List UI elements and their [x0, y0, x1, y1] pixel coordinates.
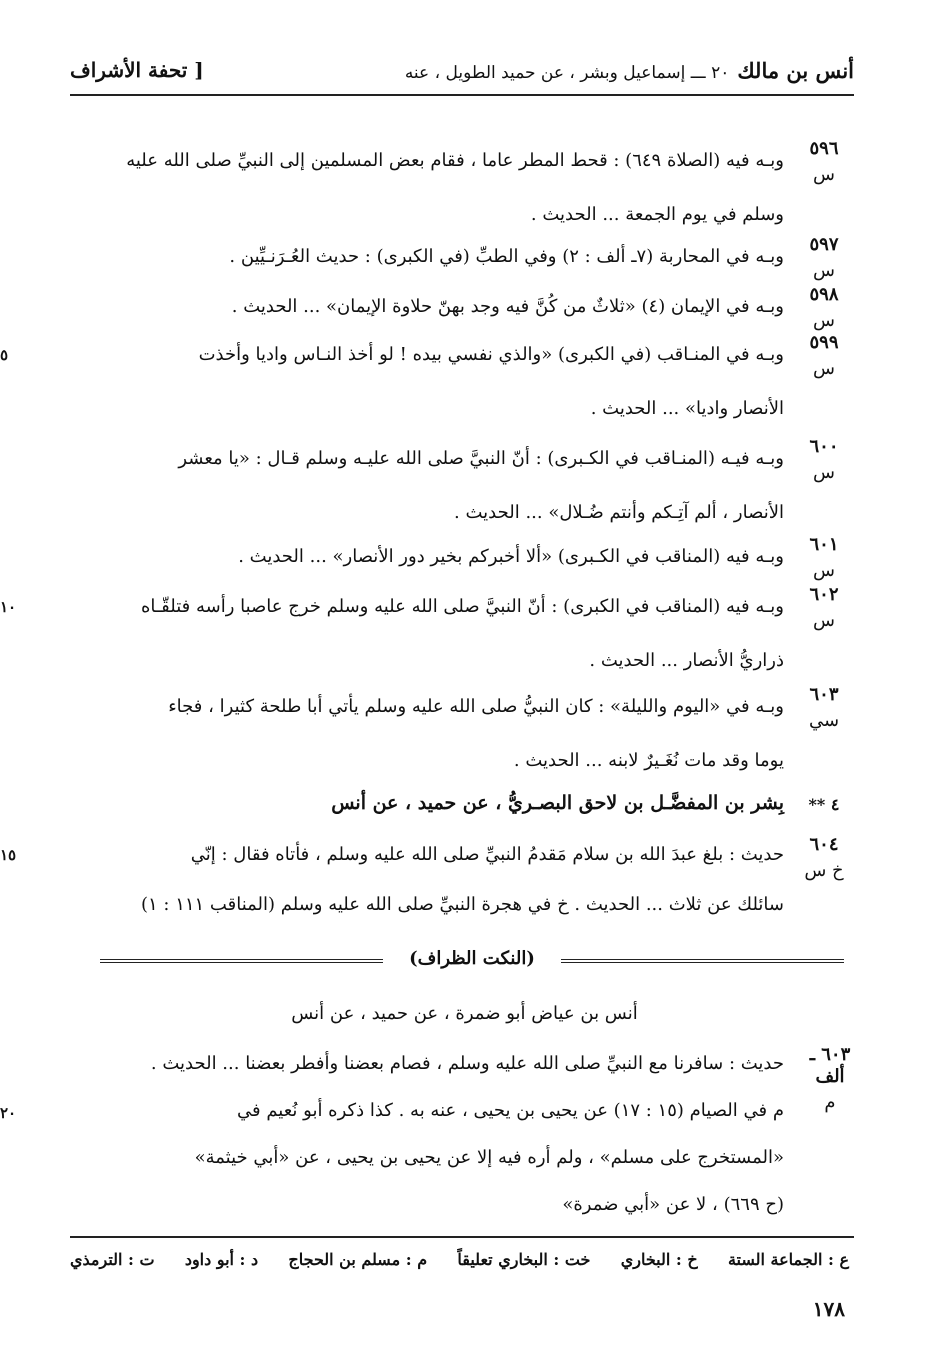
entry-text: [65, 134, 794, 242]
entry-line: وبـه فيـه (المنـاقب في الكـبرى) : أنّ النبيَّ صلى الله عليـه وسلم قـال : «يا معشر: [178, 448, 784, 469]
entry-number: ٦٠٢ س: [809, 584, 839, 631]
nukat-entry-603a: [65, 1040, 854, 1228]
entry-line: (ح ٦٦٩) ، لا عن «أبي ضمرة»: [562, 1194, 784, 1215]
header-right: [405, 58, 854, 83]
entry-number: ٦٠٤ خ س: [804, 834, 844, 881]
page-number: ١٧٨: [812, 1297, 845, 1321]
section-number: ٤ **: [808, 795, 840, 814]
abbreviation: م : مسلم بن الحجاج: [288, 1250, 428, 1269]
margin-line-number: ١٥: [0, 846, 17, 864]
entry-line: وبـه فيه (المناقب في الكـبرى) «ألا أخبركم بخير دور الأنصار» ... الحديث .: [238, 546, 784, 567]
header-narrator: أنس بن مالك: [737, 57, 854, 83]
entry-number: ٦٠١ س: [809, 534, 839, 581]
entry-text: [65, 432, 794, 540]
entry-line: وبـه في المنـاقب (في الكبرى) «والذي نفسي بيده ! لو أخذ النـاس واديا وأخذت: [198, 344, 784, 365]
entry-number: ٥٩٧ س: [809, 234, 839, 281]
abbreviation: ع : الجماعة الستة: [727, 1250, 849, 1269]
entry-text: [65, 530, 794, 584]
section-title: بِشر بن المفضَّـل بن لاحق البصـريُّ ، عن حميد ، عن أنس: [331, 792, 784, 814]
hadith-entry-601: [65, 530, 854, 584]
entry-line: الأنصار واديا» ... الحديث .: [590, 398, 784, 419]
header-rule: [70, 94, 854, 96]
hadith-entry-598: [65, 280, 854, 334]
hadith-entry-599: [65, 328, 854, 436]
entry-line: يوما وقد مات نُغَـيرٌ لابنه ... الحديث .: [513, 750, 784, 771]
entry-line: الأنصار ، ألم آتِـكم وأنتم ضُـلال» ... الحديث .: [454, 502, 784, 523]
entry-line: «المستخرج على مسلم» ، ولم أره فيه إلا عن يحيى بن يحيى ، عن «أبي خيثمة»: [194, 1147, 784, 1168]
nukat-title: (النكت الظراف): [409, 948, 535, 969]
abbreviation: خت : البخاري تعليقاً: [457, 1250, 591, 1269]
hadith-entry-602: [65, 580, 854, 688]
hadith-entry-597: [65, 230, 854, 284]
abbreviation: خ : البخاري: [620, 1250, 698, 1269]
entry-line: وسلم في يوم الجمعة ... الحديث .: [530, 204, 784, 225]
entry-line: وبـه فيه (الصلاة ٦٤٩) : قحط المطر عاما ، فقام بعض المسلمين إلى النبيِّ صلى الله عليه: [126, 150, 784, 171]
entry-number: ٥٩٦ س: [809, 138, 839, 185]
section-heading: [65, 790, 854, 816]
footer-rule: [70, 1236, 854, 1238]
entry-number: ٦٠٠ س: [809, 436, 839, 483]
abbreviation: ت : الترمذي: [70, 1250, 155, 1269]
entry-text: [65, 830, 794, 930]
hadith-entry-603: [65, 680, 854, 788]
entry-text: [65, 230, 794, 284]
margin-line-number: ١٠: [0, 598, 17, 616]
header-chain: ٢٠ ـــ إسماعيل وبشر ، عن حميد الطويل ، عنه: [404, 62, 730, 83]
entry-line: سائلك عن ثلاث ... الحديث . خ في هجرة النبيِّ صلى الله عليه وسلم (المناقب ١١١ : ١): [140, 894, 784, 915]
entry-line: م في الصيام (١٥ : ١٧) عن يحيى بن يحيى ، عنه به . كذا ذكره أبو نُعيم في: [237, 1100, 784, 1121]
margin-line-number: ٢٠: [0, 1104, 17, 1122]
entry-number: ٦٠٣ ـ ألف م: [809, 1044, 851, 1113]
entry-text: [65, 328, 794, 436]
abbreviation-key: [70, 1250, 849, 1269]
entry-text: [65, 580, 794, 688]
entry-line: وبـه في الإيمان (٤) «ثلاثٌ من كُنَّ فيه وجد بهنّ حلاوة الإيمان» ... الحديث .: [231, 296, 784, 317]
hadith-entry-604: [65, 830, 854, 930]
entry-line: وبـه في «اليوم والليلة» : كان النبيُّ صلى الله عليه وسلم يأتي أبا طلحة كثيرا ، فجاء: [168, 696, 784, 717]
nukat-divider: [100, 950, 844, 972]
running-header: [70, 50, 854, 90]
entry-text: [65, 1040, 794, 1228]
entry-line: ذراريُّ الأنصار ... الحديث .: [589, 650, 784, 671]
entry-text: [65, 280, 794, 334]
entry-text: [65, 680, 794, 788]
entry-line: وبـه في المحاربة (٧ـ ألف : ٢) وفي الطبِّ (في الكبرى) : حديث العُـرَنـيِّين .: [229, 246, 784, 267]
header-book-title: [ تحفة الأشراف: [70, 58, 204, 82]
nukat-subheading: أنس بن عياض أبو ضمرة ، عن حميد ، عن أنس: [291, 1003, 638, 1024]
entry-line: حديث : سافرنا مع النبيِّ صلى الله عليه وسلم ، فصام بعضنا وأفطر بعضنا ... الحديث .: [150, 1053, 784, 1074]
margin-line-number: ٥: [0, 346, 9, 364]
entry-line: وبـه فيه (المناقب في الكبرى) : أنّ النبيَّ صلى الله عليه وسلم خرج عاصبا رأسه فتلقّـاه: [140, 596, 784, 617]
hadith-entry-596: [65, 134, 854, 242]
hadith-entry-600: [65, 432, 854, 540]
abbreviation: د : أبو داود: [184, 1250, 259, 1269]
entry-number: ٦٠٣ سي: [808, 684, 840, 731]
entry-number: ٥٩٨ س: [809, 284, 839, 331]
entry-number: ٥٩٩ س: [809, 332, 839, 379]
entry-line: حديث : بلغ عبدَ الله بن سلام مَقدمُ النبيِّ صلى الله عليه وسلم ، فأتاه فقال : إنّي: [190, 844, 784, 865]
